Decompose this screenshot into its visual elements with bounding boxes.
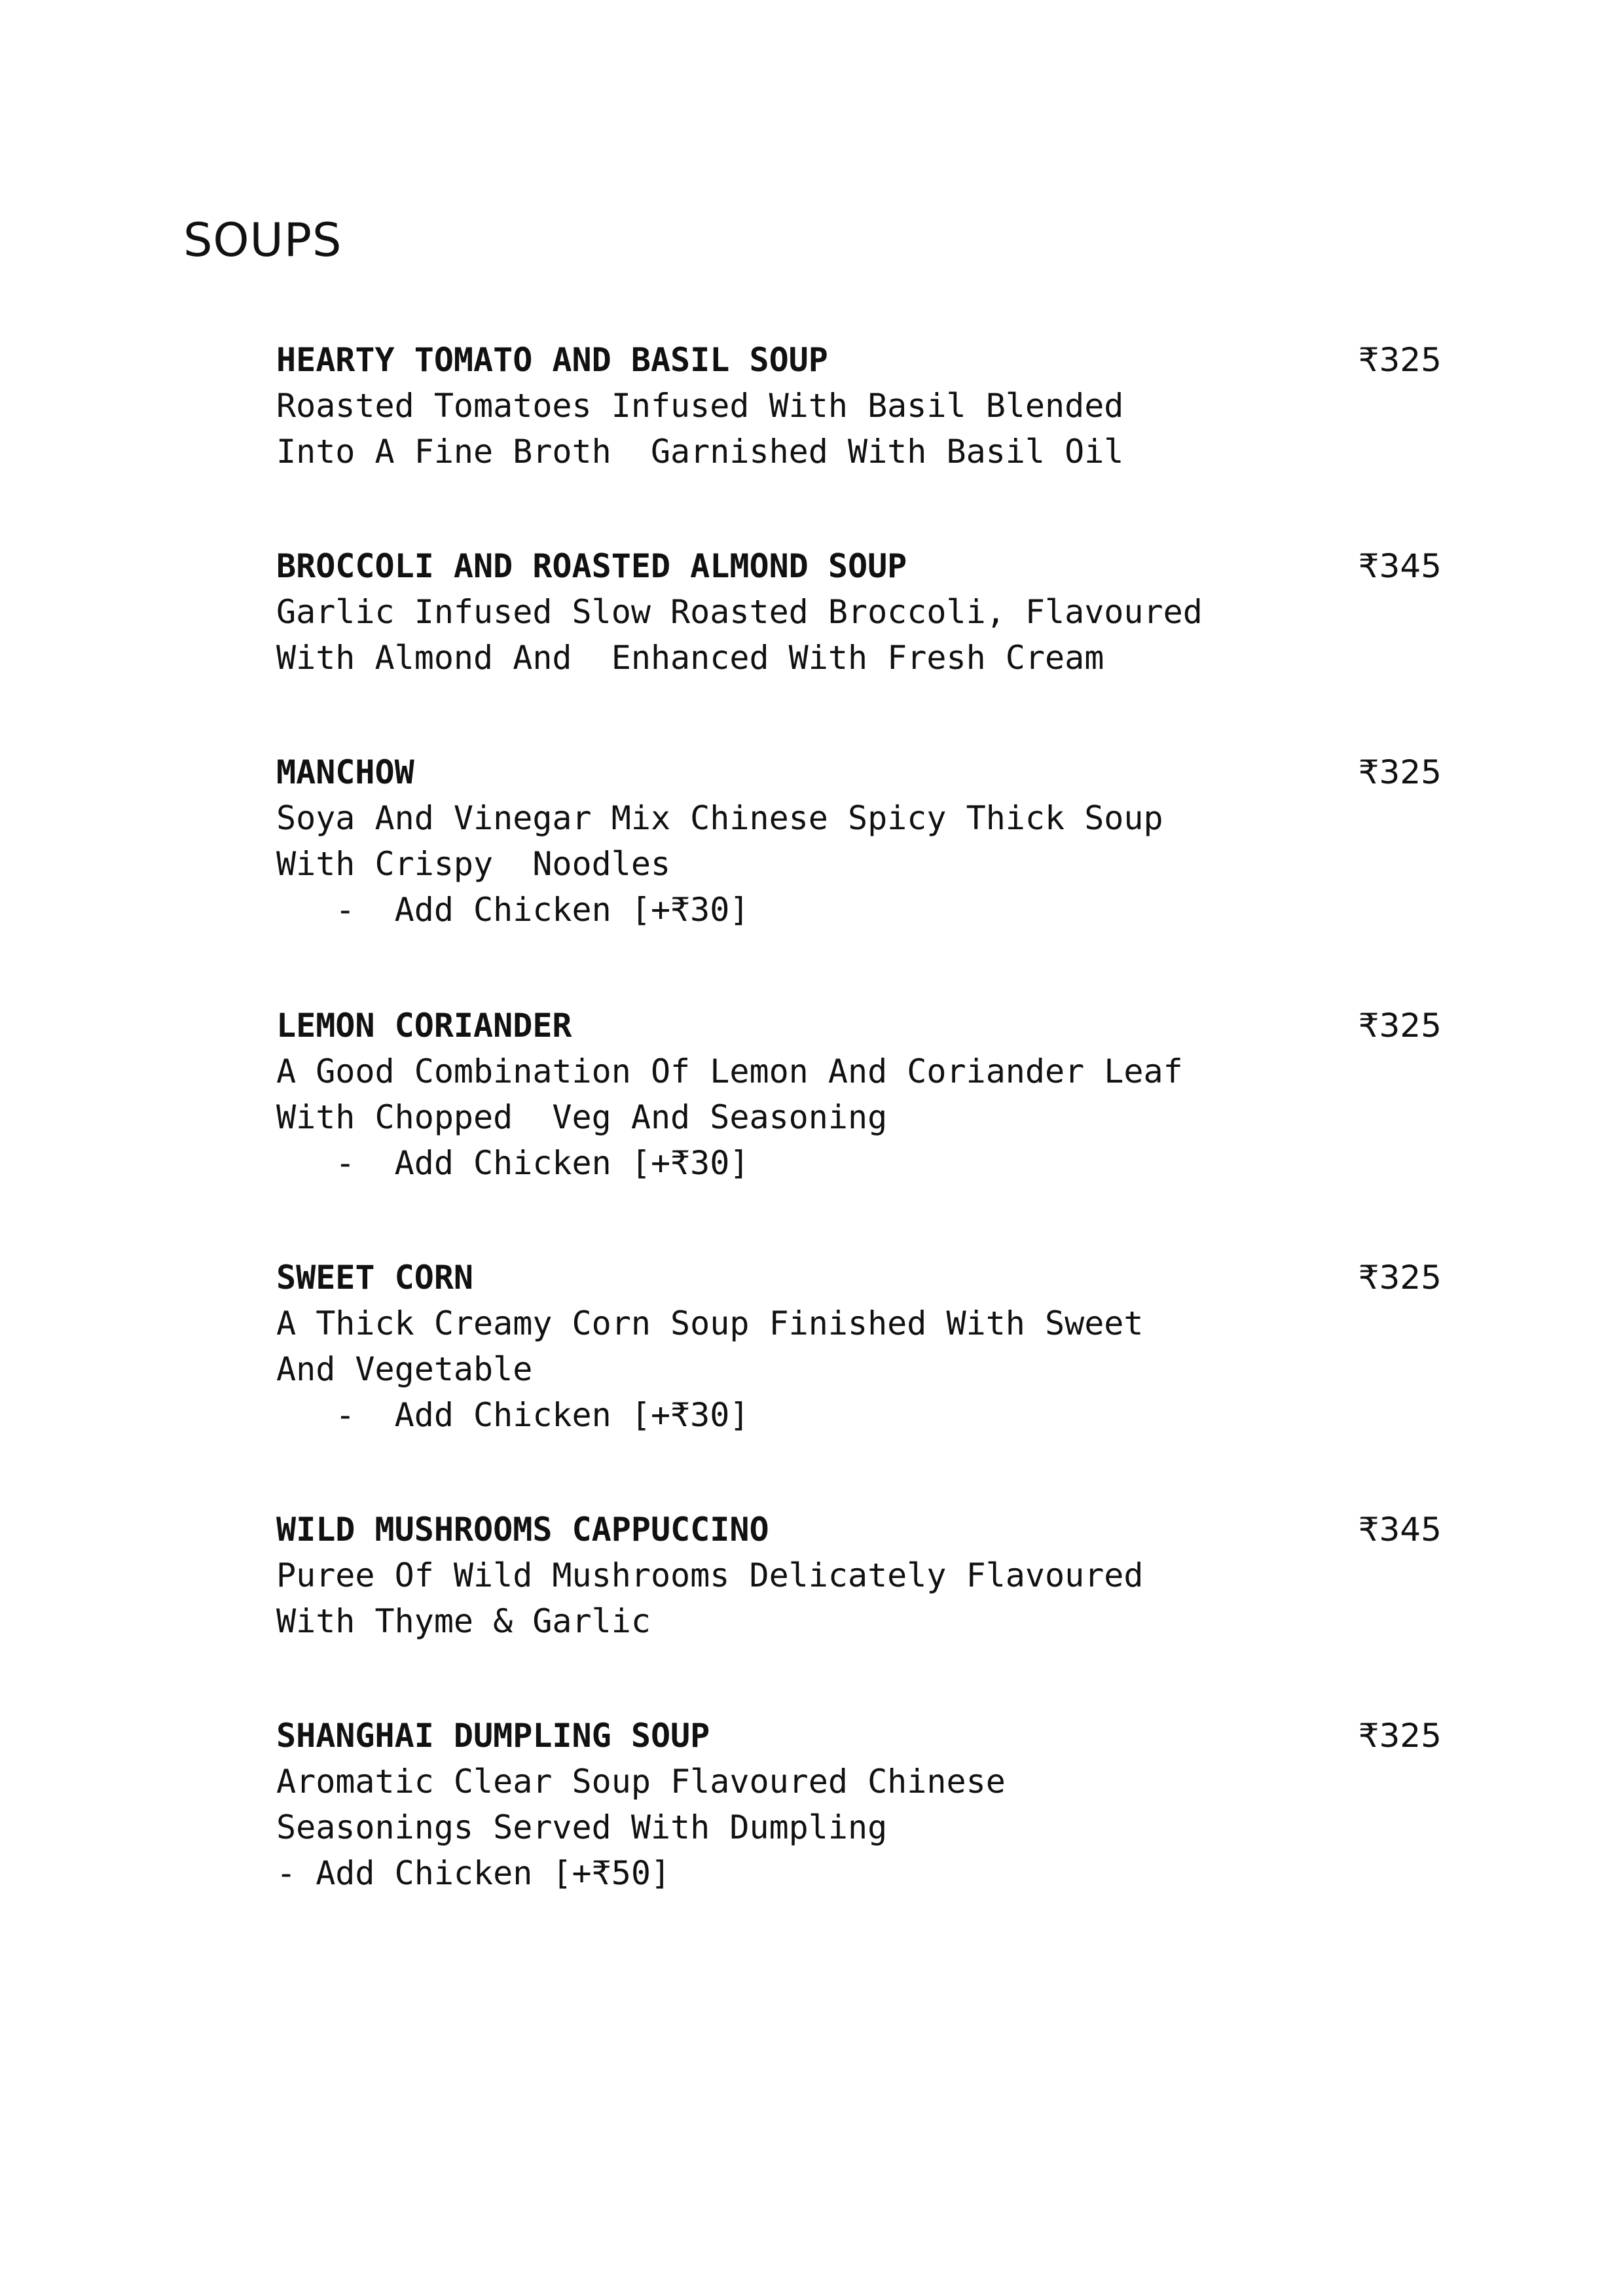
menu-item [276, 543, 1442, 681]
item-name: BROCCOLI AND ROASTED ALMOND SOUP [276, 547, 907, 585]
menu-item [276, 1713, 1442, 1896]
menu-item [276, 337, 1442, 475]
menu-item [276, 749, 1442, 933]
item-addon: - Add Chicken [+₹30] [276, 1144, 750, 1182]
menu-item [276, 1507, 1442, 1644]
item-description-line: A Thick Creamy Corn Soup Finished With Sweet [276, 1304, 1144, 1342]
item-addon: - Add Chicken [+₹50] [276, 1854, 671, 1892]
item-price: ₹325 [1358, 341, 1442, 379]
item-description-line: Puree Of Wild Mushrooms Delicately Flavoured [276, 1556, 1144, 1594]
item-description-line: With Crispy Noodles [276, 845, 671, 883]
item-name: WILD MUSHROOMS CAPPUCCINO [276, 1511, 769, 1549]
item-price: ₹325 [1358, 1007, 1442, 1045]
menu-item [276, 1003, 1442, 1186]
item-price: ₹325 [1358, 1259, 1442, 1297]
item-description-line: Roasted Tomatoes Infused With Basil Blended [276, 387, 1124, 425]
item-description-line: Into A Fine Broth Garnished With Basil Oil [276, 433, 1124, 471]
item-description-line: Seasonings Served With Dumpling [276, 1808, 888, 1846]
item-description-line: With Thyme & Garlic [276, 1602, 651, 1640]
item-description-line: With Chopped Veg And Seasoning [276, 1098, 888, 1136]
item-description-line: Aromatic Clear Soup Flavoured Chinese [276, 1763, 1006, 1801]
item-description-line: A Good Combination Of Lemon And Coriander Leaf [276, 1052, 1183, 1090]
item-description-line: Garlic Infused Slow Roasted Broccoli, Flavoured [276, 593, 1203, 631]
item-name: LEMON CORIANDER [276, 1007, 572, 1045]
menu-item [276, 1255, 1442, 1438]
item-addon: - Add Chicken [+₹30] [276, 1396, 750, 1434]
item-description-line: With Almond And Enhanced With Fresh Cream [276, 639, 1104, 677]
item-addon: - Add Chicken [+₹30] [276, 891, 750, 929]
item-description-line: Soya And Vinegar Mix Chinese Spicy Thick Soup [276, 799, 1163, 837]
item-name: MANCHOW [276, 753, 414, 791]
item-price: ₹325 [1358, 753, 1442, 791]
section-title: SOUPS [183, 213, 342, 267]
item-name: HEARTY TOMATO AND BASIL SOUP [276, 341, 828, 379]
item-name: SWEET CORN [276, 1259, 474, 1297]
item-price: ₹345 [1358, 1511, 1442, 1549]
item-price: ₹325 [1358, 1717, 1442, 1755]
item-name: SHANGHAI DUMPLING SOUP [276, 1717, 710, 1755]
item-price: ₹345 [1358, 547, 1442, 585]
item-description-line: And Vegetable [276, 1350, 533, 1388]
